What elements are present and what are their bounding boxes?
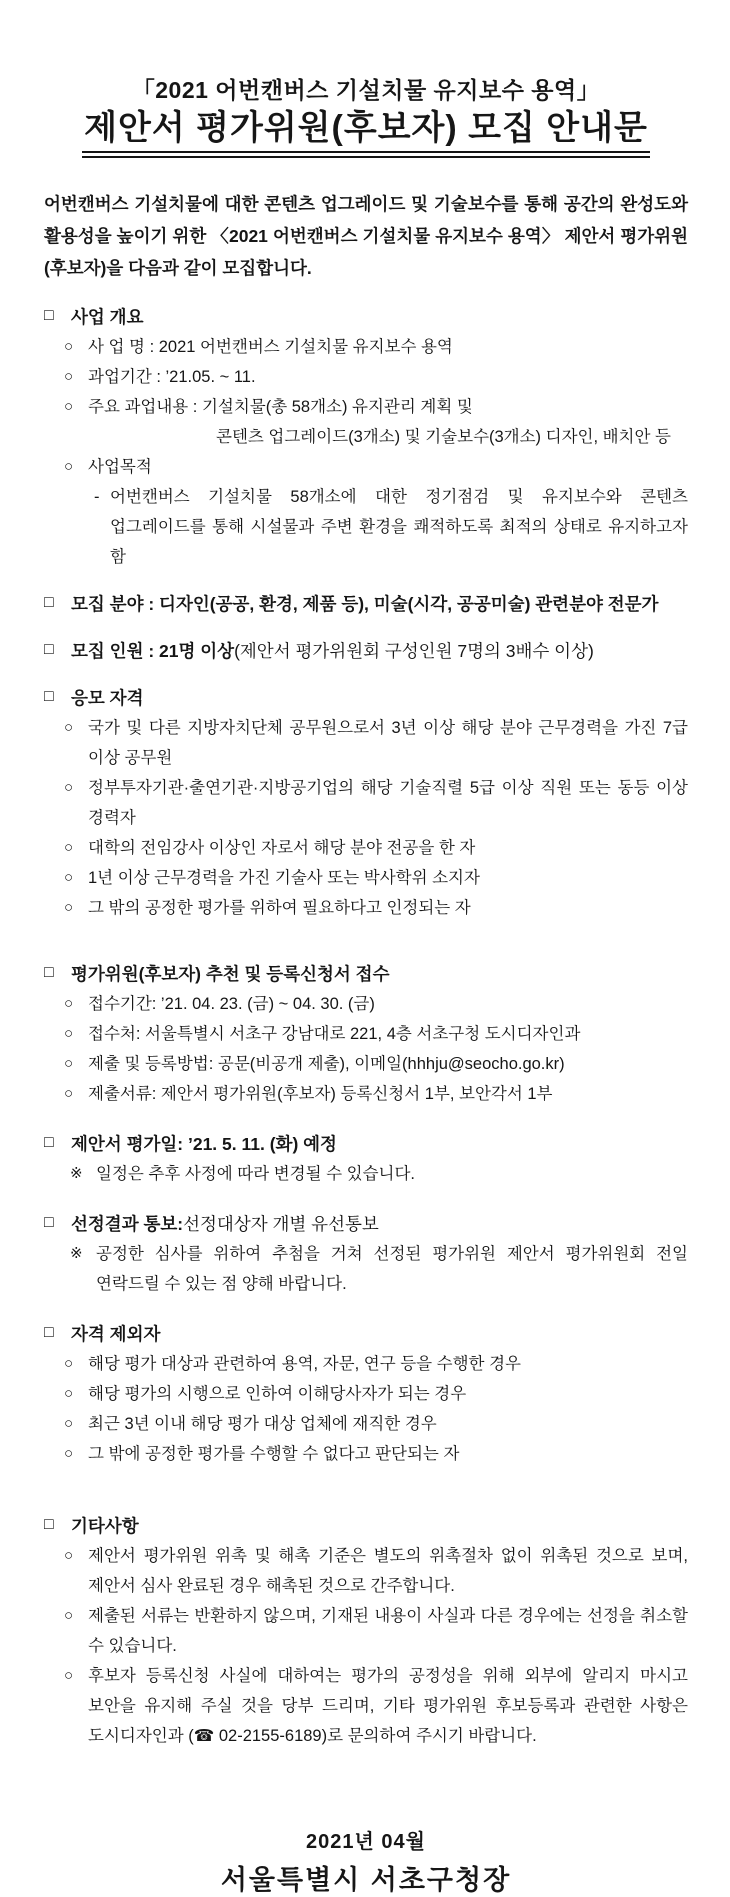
section-heading — [44, 1129, 688, 1159]
list-item — [44, 332, 688, 362]
list-item — [44, 482, 688, 572]
circle-bullet-icon: ○ — [64, 1445, 74, 1462]
item-text: 사 업 명 : 2021 어번캔버스 기설치물 유지보수 용역 — [88, 338, 453, 356]
section-title: 응모 자격 — [71, 688, 144, 708]
item-text: 과업기간 : ’21.05. ~ 11. — [88, 368, 256, 386]
item-text: 일정은 추후 사정에 따라 변경될 수 있습니다. — [96, 1165, 415, 1183]
square-bullet-icon: □ — [44, 1516, 54, 1533]
section-title: 제안서 평가일: ’21. 5. 11. (화) 예정 — [71, 1134, 337, 1154]
list-item — [44, 989, 688, 1019]
circle-bullet-icon: ○ — [64, 458, 74, 475]
footer — [44, 1829, 688, 1897]
footer-date: 2021년 04월 — [306, 1831, 426, 1853]
section-title: 평가위원(후보자) 추천 및 등록신청서 접수 — [71, 964, 390, 984]
item-text: 최근 3년 이내 해당 평가 대상 업체에 재직한 경우 — [88, 1415, 437, 1433]
section-title: 선정결과 통보: — [71, 1214, 184, 1234]
list-item — [44, 1239, 688, 1299]
list-item — [44, 1379, 688, 1409]
section-disqualification — [44, 1319, 688, 1469]
item-text: 접수기간: ’21. 04. 23. (금) ~ 04. 30. (금) — [88, 995, 375, 1013]
footer-signature: 서울특별시 서초구청장 — [220, 1865, 512, 1895]
square-bullet-icon: □ — [44, 307, 54, 324]
item-text: 제출 및 등록방법: 공문(비공개 제출), 이메일(hhhju@seocho.go.kr) — [88, 1055, 565, 1073]
section-heading — [44, 636, 688, 666]
list-item — [44, 833, 688, 863]
list-item — [44, 1019, 688, 1049]
square-bullet-icon: □ — [44, 964, 54, 981]
reference-mark-icon: ※ — [70, 1165, 83, 1182]
section-title: 자격 제외자 — [71, 1324, 161, 1344]
section-business-overview — [44, 302, 688, 572]
item-text: 그 밖의 공정한 평가를 위하여 필요하다고 인정되는 자 — [88, 899, 471, 917]
item-text: 해당 평가 대상과 관련하여 용역, 자문, 연구 등을 수행한 경우 — [88, 1355, 521, 1373]
intro-paragraph: 어번캔버스 기설치물에 대한 콘텐츠 업그레이드 및 기술보수를 통해 공간의 완성도와 활용성을 높이기 위한 〈2021 어번캔버스 기설치물 유지보수 용역〉 제안서 평가위원(후보자)을 다음과 같이 모집합니다. — [44, 194, 688, 278]
list-item — [44, 713, 688, 773]
list-item — [44, 422, 688, 452]
list-item — [44, 863, 688, 893]
item-text: 사업목적 — [88, 458, 152, 476]
list-item — [44, 773, 688, 833]
square-bullet-icon: □ — [44, 1324, 54, 1341]
section-other-matters — [44, 1511, 688, 1751]
list-item — [44, 1601, 688, 1661]
item-text: 어번캔버스 기설치물 58개소에 대한 정기점검 및 유지보수와 콘텐츠 업그레이드를 통해 시설물과 주변 환경을 쾌적하도록 최적의 상태로 유지하고자 함 — [110, 488, 688, 566]
circle-bullet-icon: ○ — [64, 899, 74, 916]
section-title: 사업 개요 — [71, 307, 144, 327]
circle-bullet-icon: ○ — [64, 1385, 74, 1402]
page-title: 제안서 평가위원(후보자) 모집 안내문 — [82, 108, 650, 158]
item-text: 1년 이상 근무경력을 가진 기술사 또는 박사학위 소지자 — [88, 869, 480, 887]
section-recruitment-count — [44, 636, 688, 666]
document-title-wrap — [44, 108, 688, 158]
circle-bullet-icon: ○ — [64, 995, 74, 1012]
list-item — [44, 362, 688, 392]
circle-bullet-icon: ○ — [64, 398, 74, 415]
circle-bullet-icon: ○ — [64, 338, 74, 355]
section-recruitment-field — [44, 589, 688, 619]
list-item — [44, 1159, 688, 1189]
reference-mark-icon: ※ — [70, 1245, 83, 1262]
circle-bullet-icon: ○ — [64, 869, 74, 886]
circle-bullet-icon: ○ — [64, 1085, 74, 1102]
circle-bullet-icon: ○ — [64, 1667, 74, 1684]
list-item — [44, 1349, 688, 1379]
document-title-line1: 「2021 어번캔버스 기설치물 유지보수 용역」 — [131, 77, 601, 103]
section-title: 모집 인원 : 21명 이상 — [71, 641, 235, 661]
section-result-notification — [44, 1209, 688, 1299]
item-text: 그 밖에 공정한 평가를 수행할 수 없다고 판단되는 자 — [88, 1445, 460, 1463]
list-item — [44, 1079, 688, 1109]
section-title-suffix: (제안서 평가위원회 구성인원 7명의 3배수 이상) — [234, 641, 594, 661]
item-text: 제출된 서류는 반환하지 않으며, 기재된 내용이 사실과 다른 경우에는 선정을 취소할 수 있습니다. — [88, 1607, 688, 1655]
dash-bullet-icon: - — [94, 488, 100, 506]
section-registration-submission — [44, 959, 688, 1109]
list-item — [44, 1439, 688, 1469]
item-text: 후보자 등록신청 사실에 대하여는 평가의 공정성을 위해 외부에 알리지 마시고 보안을 유지해 주실 것을 당부 드리며, 기타 평가위원 후보등록과 관련한 사항은 도시디자인과 (☎ 02-2155-6189)로 문의하여 주시기 바랍니다. — [88, 1667, 688, 1745]
sections-list — [44, 302, 688, 1751]
list-item — [44, 1661, 688, 1751]
section-title: 기타사항 — [71, 1516, 139, 1536]
section-heading — [44, 589, 688, 619]
list-item — [44, 893, 688, 923]
circle-bullet-icon: ○ — [64, 1415, 74, 1432]
circle-bullet-icon: ○ — [64, 1025, 74, 1042]
section-heading — [44, 1319, 688, 1349]
item-text: 정부투자기관·출연기관·지방공기업의 해당 기술직렬 5급 이상 직원 또는 동등 이상 경력자 — [88, 779, 688, 827]
list-item — [44, 392, 688, 422]
square-bullet-icon: □ — [44, 688, 54, 705]
circle-bullet-icon: ○ — [64, 719, 74, 736]
section-heading — [44, 959, 688, 989]
square-bullet-icon: □ — [44, 641, 54, 658]
list-item — [44, 1541, 688, 1601]
item-text: 대학의 전임강사 이상인 자로서 해당 분야 전공을 한 자 — [88, 839, 476, 857]
section-heading — [44, 302, 688, 332]
section-title-suffix: 선정대상자 개별 유선통보 — [183, 1214, 379, 1234]
item-text: 주요 과업내용 : 기설치물(총 58개소) 유지관리 계획 및 — [88, 398, 473, 416]
circle-bullet-icon: ○ — [64, 1055, 74, 1072]
circle-bullet-icon: ○ — [64, 839, 74, 856]
list-item — [44, 1409, 688, 1439]
item-text: 접수처: 서울특별시 서초구 강남대로 221, 4층 서초구청 도시디자인과 — [88, 1025, 581, 1043]
circle-bullet-icon: ○ — [64, 1607, 74, 1624]
item-text: 공정한 심사를 위하여 추첨을 거쳐 선정된 평가위원 제안서 평가위원회 전일 연락드릴 수 있는 점 양해 바랍니다. — [96, 1245, 688, 1293]
item-text: 제출서류: 제안서 평가위원(후보자) 등록신청서 1부, 보안각서 1부 — [88, 1085, 553, 1103]
section-evaluation-date — [44, 1129, 688, 1189]
section-application-qualifications — [44, 683, 688, 923]
section-title: 모집 분야 : 디자인(공공, 환경, 제품 등), 미술(시각, 공공미술) 관련분야 전문가 — [71, 594, 659, 614]
circle-bullet-icon: ○ — [64, 1355, 74, 1372]
list-item — [44, 1049, 688, 1079]
section-heading — [44, 1209, 688, 1239]
square-bullet-icon: □ — [44, 1134, 54, 1151]
section-heading — [44, 683, 688, 713]
circle-bullet-icon: ○ — [64, 368, 74, 385]
square-bullet-icon: □ — [44, 594, 54, 611]
item-text: 국가 및 다른 지방자치단체 공무원으로서 3년 이상 해당 분야 근무경력을 가진 7급 이상 공무원 — [88, 719, 688, 767]
circle-bullet-icon: ○ — [64, 779, 74, 796]
list-item — [44, 452, 688, 482]
item-text: 해당 평가의 시행으로 인하여 이해당사자가 되는 경우 — [88, 1385, 467, 1403]
square-bullet-icon: □ — [44, 1214, 54, 1231]
item-text: 제안서 평가위원 위촉 및 해촉 기준은 별도의 위촉절차 없이 위촉된 것으로 보며, 제안서 심사 완료된 경우 해촉된 것으로 간주합니다. — [88, 1547, 688, 1595]
circle-bullet-icon: ○ — [64, 1547, 74, 1564]
section-heading — [44, 1511, 688, 1541]
item-text: 콘텐츠 업그레이드(3개소) 및 기술보수(3개소) 디자인, 배치안 등 — [216, 428, 671, 446]
